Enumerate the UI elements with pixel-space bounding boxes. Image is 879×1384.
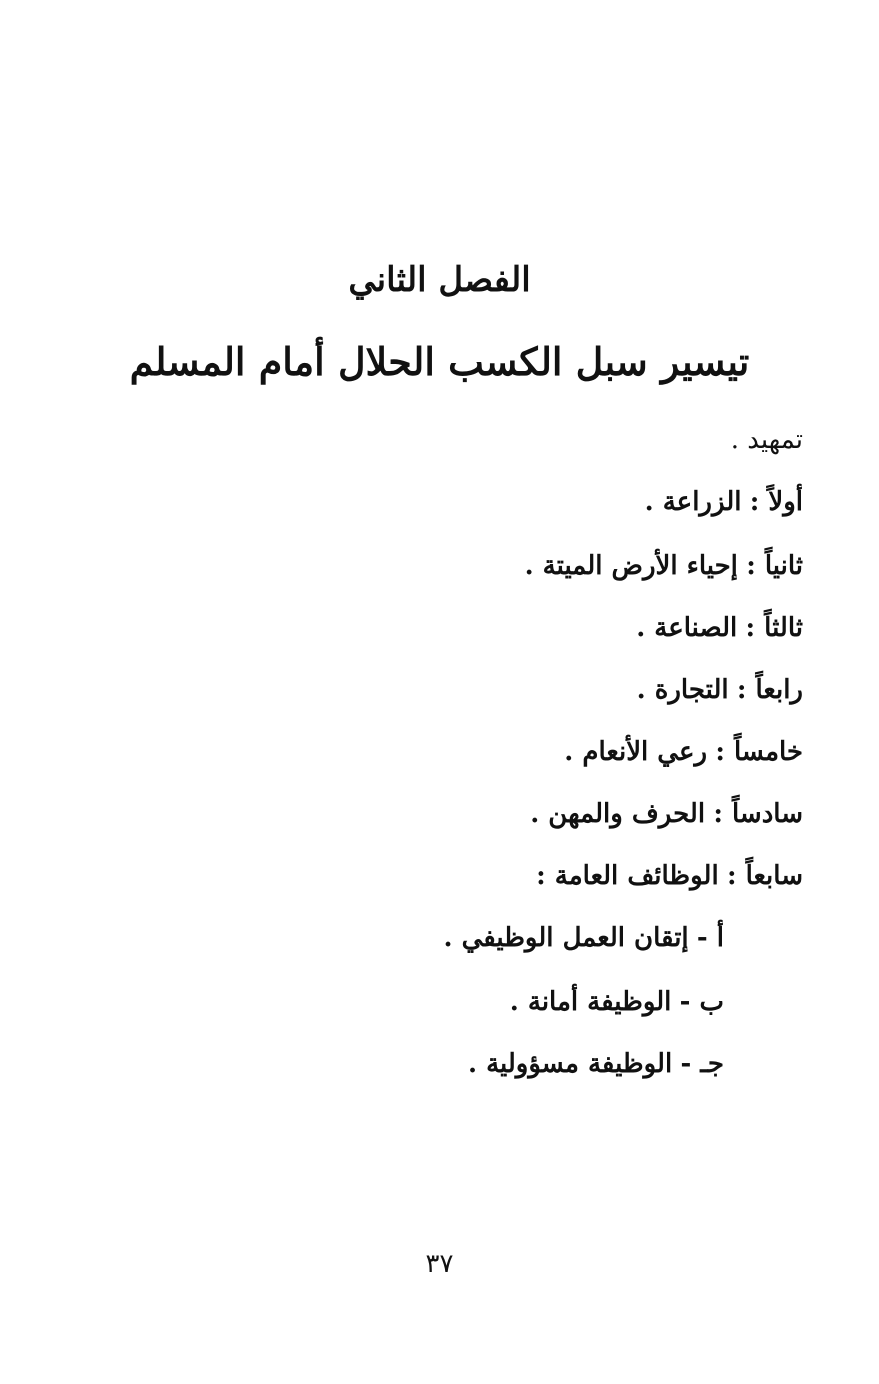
- toc-subitem-text: الوظيفة مسؤولية .: [468, 1049, 673, 1079]
- page-number: ٣٧: [425, 1249, 454, 1279]
- toc-item-3: [636, 608, 803, 648]
- toc-item-label: أولاً :: [749, 487, 803, 517]
- toc-item-label: سادساً :: [713, 799, 803, 829]
- toc-item-7: [536, 856, 803, 896]
- toc-item-text: التجارة .: [636, 675, 729, 705]
- toc-item-label: سابعاً :: [726, 861, 803, 891]
- toc-subitem-a: [443, 918, 724, 958]
- toc-item-label: ثانياً :: [746, 551, 803, 581]
- toc-subitem-label: جـ -: [680, 1049, 724, 1079]
- toc-subitem-text: الوظيفة أمانة .: [509, 987, 672, 1017]
- toc-item-2: [525, 546, 803, 586]
- toc-item-6: [530, 794, 803, 834]
- toc-item-5: [564, 732, 803, 772]
- toc-item-text: الحرف والمهن .: [530, 799, 706, 829]
- toc-intro: تمهيد .: [730, 425, 803, 455]
- toc-item-label: ثالثاً :: [745, 613, 803, 643]
- toc-item-text: الزراعة .: [644, 487, 742, 517]
- toc-item-1: [645, 482, 803, 522]
- toc-item-text: الصناعة .: [636, 613, 738, 643]
- toc-item-text: رعي الأنعام .: [564, 737, 708, 767]
- chapter-subtitle: تيسير سبل الكسب الحلال أمام المسلم: [129, 339, 750, 384]
- toc-subitem-label: أ -: [696, 923, 724, 953]
- toc-item-4: [637, 670, 803, 710]
- chapter-title: الفصل الثاني: [348, 260, 531, 300]
- toc-subitem-c: [468, 1044, 724, 1084]
- toc-subitem-text: إتقان العمل الوظيفي .: [443, 923, 689, 953]
- toc-subitem-b: [510, 982, 724, 1022]
- toc-item-label: رابعاً :: [736, 675, 803, 705]
- toc-subitem-label: ب -: [679, 987, 724, 1017]
- toc-item-text: إحياء الأرض الميتة .: [524, 551, 738, 581]
- toc-item-label: خامساً :: [715, 737, 803, 767]
- toc-item-text: الوظائف العامة :: [536, 861, 719, 891]
